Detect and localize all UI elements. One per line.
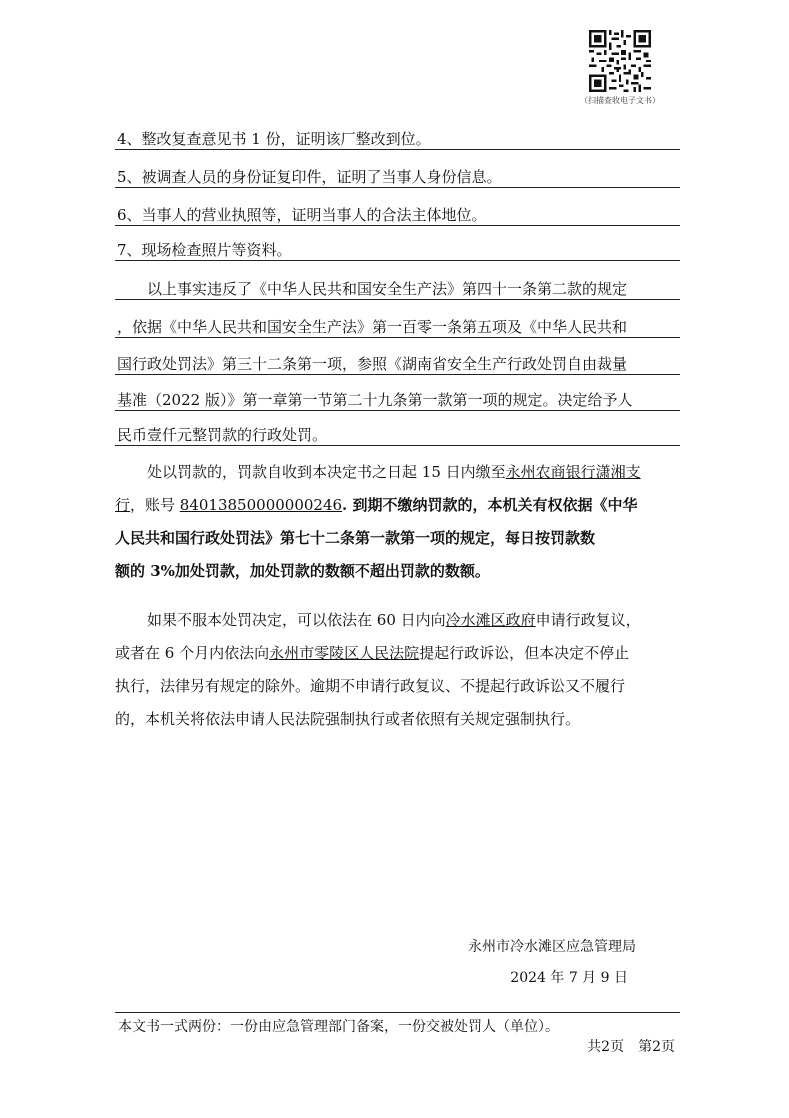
appeal-text: 申请行政复议， [535, 611, 641, 629]
payment-paragraph [115, 456, 680, 588]
appeal-text: 提起行政诉讼，但本决定不停止 [419, 644, 630, 662]
violation-line [115, 354, 680, 375]
appeal-line-3: 执行，法律另有规定的除外。逾期不申请行政复议、不提起行政诉讼又不履行 [115, 677, 626, 695]
violation-text: 以上事实违反了《中华人民共和国安全生产法》第四十一条第二款的规定 [147, 280, 628, 298]
review-authority: 冷水滩区政府 [445, 611, 536, 629]
evidence-item-4 [115, 129, 680, 150]
evidence-text: 7、现场检查照片等资料。 [117, 241, 292, 259]
appeal-text: 或者在 6 个月内依法向 [115, 644, 270, 662]
bank-name: 永州农商银行潇湘支 [505, 463, 641, 481]
payment-line-2 [115, 489, 680, 522]
footer-divider [115, 1012, 680, 1013]
evidence-item-5 [115, 167, 680, 188]
violation-line [115, 390, 680, 411]
violation-text: 基准（2022 版）》第一章第一节第二十九条第一款第一项的规定。决定给予人 [117, 391, 633, 409]
appeal-line-2 [115, 637, 680, 670]
account-number: 84013850000000246 [179, 496, 343, 514]
qr-code-icon [589, 30, 651, 92]
violation-text: 民币壹仟元整罚款的行政处罚。 [117, 426, 328, 444]
late-penalty-text: . 到期不缴纳罚款的，本机关有权依据《中华 [342, 496, 638, 514]
payment-line-1 [115, 456, 680, 489]
evidence-item-6 [115, 205, 680, 226]
account-label: ，账号 [130, 496, 180, 514]
evidence-item-7 [115, 240, 680, 261]
appeal-text: 如果不服本处罚决定，可以依法在 60 日内向 [147, 611, 446, 629]
footer-note: 本文书一式两份：一份由应急管理部门备案，一份交被处罚人（单位）。 [118, 1019, 559, 1035]
appeal-paragraph [115, 604, 680, 736]
court-name: 永州市零陵区人民法院 [269, 644, 420, 662]
bank-name-end: 行 [115, 496, 131, 514]
evidence-text: 4、整改复查意见书 1 份，证明该厂整改到位。 [117, 130, 431, 148]
appeal-line-4: 的，本机关将依法申请人民法院强制执行或者依照有关规定强制执行。 [115, 710, 581, 728]
violation-line [115, 317, 680, 338]
appeal-line-1 [115, 604, 680, 637]
evidence-text: 6、当事人的营业执照等，证明当事人的合法主体地位。 [117, 206, 487, 224]
payment-text: 处以罚款的，罚款自收到本决定书之日起 15 日内缴至 [147, 463, 506, 481]
violation-line [115, 425, 680, 446]
page-number: 共2页 第2页 [587, 1039, 675, 1055]
late-penalty-line: 人民共和国行政处罚法》第七十二条第一款第一项的规定，每日按罚款数 [115, 529, 596, 547]
issue-date: 2024 年 7 月 9 日 [510, 970, 628, 986]
late-penalty-line: 额的 3%加处罚款，加处罚款的数额不超出罚款的数额。 [115, 562, 490, 580]
violation-line [115, 279, 680, 300]
evidence-text: 5、被调查人员的身份证复印件，证明了当事人身份信息。 [117, 168, 502, 186]
issuing-agency: 永州市冷水滩区应急管理局 [468, 939, 636, 955]
violation-text: 国行政处罚法》第三十二条第一项，参照《湖南省安全生产行政处罚自由裁量 [117, 355, 628, 373]
qr-caption: （扫描查收电子文书） [580, 96, 660, 105]
violation-text: ，依据《中华人民共和国安全生产法》第一百零一条第五项及《中华人民共和 [117, 318, 628, 336]
